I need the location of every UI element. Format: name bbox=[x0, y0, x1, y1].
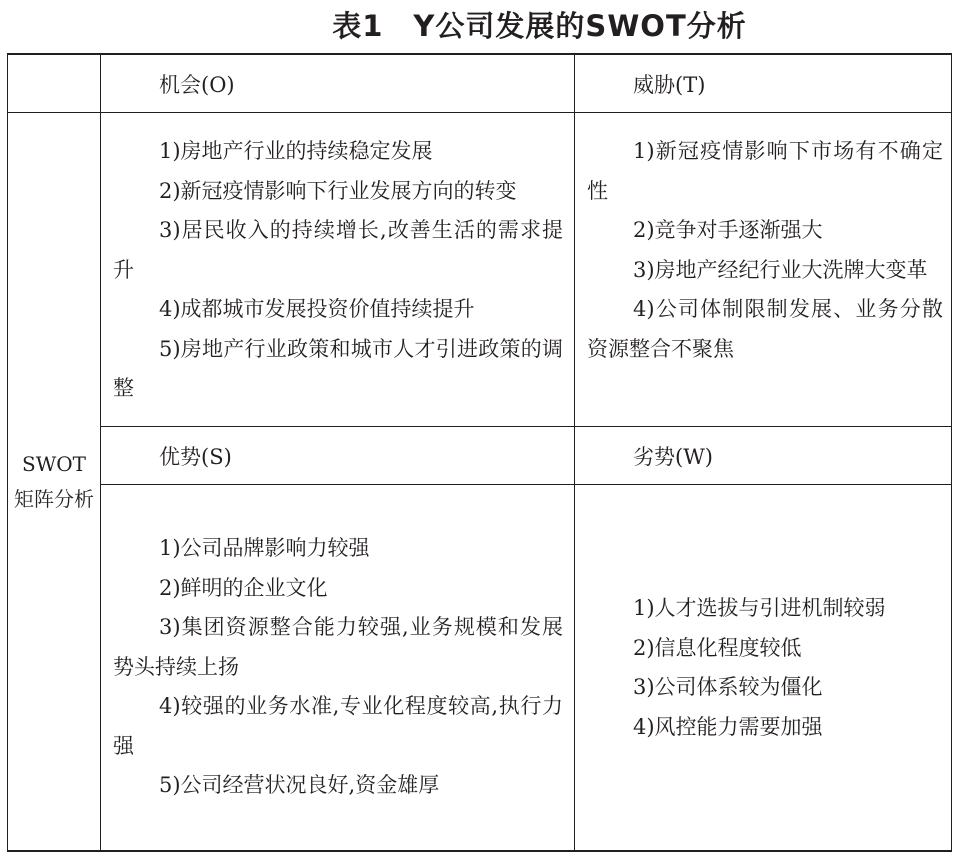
list-item: 4)风控能力需要加强 bbox=[633, 714, 823, 739]
list-item: 4)公司体制限制发展、业务分散资源整合不聚焦 bbox=[587, 297, 943, 361]
strengths-header: 优势(S) bbox=[159, 444, 232, 469]
list-item: 3)集团资源整合能力较强,业务规模和发展势头持续上扬 bbox=[113, 615, 563, 679]
threats-list bbox=[587, 132, 943, 369]
list-item: 3)房地产经纪行业大洗牌大变革 bbox=[633, 257, 928, 282]
threats-header: 威胁(T) bbox=[633, 72, 706, 97]
strengths-list bbox=[113, 529, 563, 806]
opportunities-list bbox=[113, 132, 563, 409]
list-item: 2)鲜明的企业文化 bbox=[159, 575, 328, 600]
header-row-rule bbox=[7, 112, 952, 113]
right-border bbox=[951, 53, 952, 852]
weaknesses-list bbox=[587, 589, 943, 747]
list-item: 1)人才选拔与引进机制较弱 bbox=[633, 596, 886, 620]
list-item: 2)信息化程度较低 bbox=[633, 635, 802, 660]
list-item: 4)成都城市发展投资价值持续提升 bbox=[159, 297, 475, 321]
weaknesses-header: 劣势(W) bbox=[633, 444, 713, 469]
opportunities-header: 机会(O) bbox=[159, 72, 235, 97]
strengths-header-rule bbox=[100, 484, 952, 485]
list-item: 5)公司经营状况良好,资金雄厚 bbox=[159, 773, 440, 797]
list-item: 1)公司品牌影响力较强 bbox=[159, 536, 370, 560]
table-title: 表1 Y公司发展的SWOT分析 bbox=[332, 8, 747, 43]
list-item: 5)房地产行业政策和城市人才引进政策的调整 bbox=[113, 336, 563, 400]
list-item: 2)竞争对手逐渐强大 bbox=[633, 218, 823, 242]
swot-matrix-label-cell bbox=[8, 113, 100, 850]
swot-matrix-label: SWOT矩阵分析 bbox=[14, 451, 94, 511]
table-bottom-rule bbox=[7, 850, 952, 852]
list-item: 4)较强的业务水准,专业化程度较高,执行力强 bbox=[113, 694, 563, 758]
list-item: 1)新冠疫情影响下市场有不确定性 bbox=[587, 139, 943, 203]
list-item: 2)新冠疫情影响下行业发展方向的转变 bbox=[159, 178, 517, 203]
list-item: 1)房地产行业的持续稳定发展 bbox=[159, 139, 433, 163]
list-item: 3)居民收入的持续增长,改善生活的需求提升 bbox=[113, 218, 563, 282]
list-item: 3)公司体系较为僵化 bbox=[633, 675, 823, 699]
